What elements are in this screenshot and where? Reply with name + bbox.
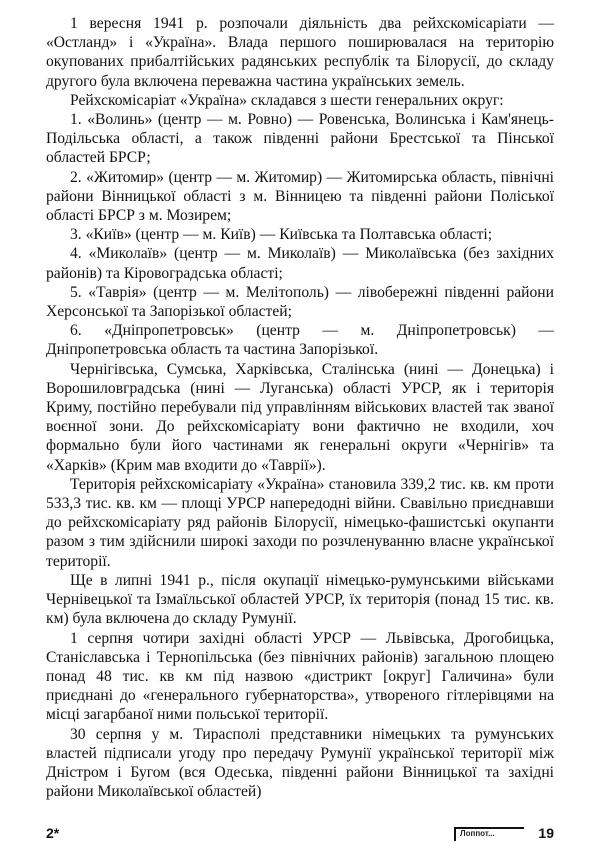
list-item-zhytomyr: 2. «Житомир» (центр — м. Житомир) — Житомирська область, північні райони Вінницької області з м. Вінницею та південні райони Поліської області БРСР з м. Мозирем;: [46, 168, 554, 225]
paragraph-romania-july: Ще в липні 1941 р., після окупації німецько-румунськими військами Чернівецької та Ізмаїльської областей УРСР, їх територія (понад 15 тис. кв. км) була включена до складу Румунії.: [46, 571, 554, 628]
paragraph-reichskommissariats-start: 1 вересня 1941 р. розпочали діяльність два рейхскомісаріати — «Остланд» і «Україна». Влада першого поширювалася на територію окупованих прибалтійських радянських республік та Білорусії, до складу другого була включена переважна частина українських земель.: [46, 15, 554, 90]
list-item-kyiv: 3. «Київ» (центр — м. Київ) — Київська та Полтавська області;: [70, 226, 493, 244]
paragraph-territory-area: Територія рейхскомісаріату «Україна» становила 339,2 тис. кв. км проти 533,3 тис. кв. км — площі УРСР напередодні війни. Свавільно приєднавши до рейхскомісаріату ряд районів Білорусії, німецько-фашистські окупанти разом з тим здійснили широкі заходи по розчленуванню власне української території.: [46, 475, 554, 570]
paragraph-tiraspol-agreement: 30 серпня у м. Тирасполі представники німецьких та румунських властей підписали угоду про передачу Румунії української території між Дністром і Бугом (вся Одеська, південні райони Вінницької та західні райони Миколаївської областей): [46, 725, 554, 801]
list-item-mykolaiv: 4. «Миколаїв» (центр — м. Миколаїв) — Миколаївська (без західних районів) та Кіровоградська області;: [46, 245, 554, 282]
printer-signature-mark: 2*: [46, 825, 60, 841]
paragraph-military-zone: Чернігівська, Сумська, Харківська, Сталінська (нині — Донецька) і Ворошиловградська (нині — Луганська) області УРСР, як і територія Криму, постійно перебували під управлінням військових властей так званої воєнної зони. До рейхскомісаріату вони фактично не входили, хоч формально були його частинами як генеральні округи «Чернігів» та «Харків» (Крим мав входити до «Таврії»).: [46, 360, 554, 474]
library-stamp: Лоппот...: [454, 827, 524, 841]
paragraph-galicia-district: 1 серпня чотири західні області УРСР — Львівська, Дрогобицька, Станіславська і Тернопільська (без північних районів) загальною площею понад 48 тис. кв км під назвою «дистрикт [округ] Галичина» були приєднані до «генерального губернаторства», утвореного гітлерівцями на місці загарбаної ними польської території.: [46, 629, 554, 724]
page-number: 19: [538, 825, 554, 841]
body-text: [46, 14, 554, 801]
list-item-dnipropetrovsk: 6. «Дніпропетровськ» (центр — м. Дніпропетровськ) — Дніпропетровська область та частина Запорізької.: [46, 322, 554, 359]
list-item-volyn: 1. «Волинь» (центр — м. Ровно) — Ровенська, Волинська і Кам'янець-Подільська області, а також південні райони Брестської та Пінської областей БРСР;: [46, 111, 554, 167]
page-footer: [46, 825, 554, 845]
paragraph-general-districts-intro: Рейхскомісаріат «Україна» складався з шести генеральних округ:: [70, 91, 504, 109]
list-item-tavria: 5. «Таврія» (центр — м. Мелітополь) — лівобережні південні райони Херсонської та Запорізької областей;: [46, 283, 554, 321]
